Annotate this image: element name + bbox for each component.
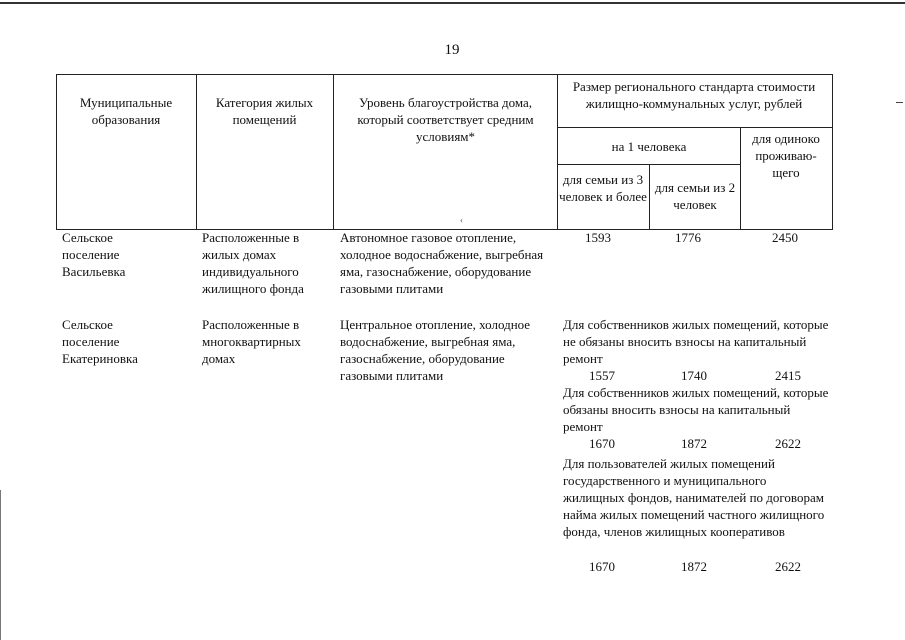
row1-value-family3: 1593: [585, 230, 611, 245]
row1-value-family2: 1776: [675, 230, 701, 245]
row1-level: Автономное газовое отопление, холодное водоснабжение, выгребная яма, газоснабжение, оборудование газовыми плитами: [340, 230, 544, 296]
header-divider: [196, 74, 197, 230]
row2-g3-single: 2622: [775, 559, 801, 574]
row2-municipality: Сельское поселение Екатериновка: [62, 317, 138, 366]
row2-category: Расположенные в многоквартирных домах: [202, 317, 301, 366]
row2-level: Центральное отопление, холодное водоснабжение, выгребная яма, газоснабжение, оборудование газовыми плитами: [340, 317, 531, 383]
row2-note-1: Для собственников жилых помещений, которые не обязаны вносить взносы на капитальный ремонт: [563, 317, 829, 366]
row1-category: Расположенные в жилых домах индивидуального жилищного фонда: [202, 230, 304, 296]
row2-note-3: Для пользователей жилых помещений государственного и муниципального жилищных фондов, нанимателей по договорам найма жилых помещений частного жилищного фонда, членов жилищных кооперативов: [563, 456, 825, 539]
row2-g2-family3: 1670: [589, 436, 615, 451]
page-number: 19: [444, 42, 460, 58]
left-scan-edge: [0, 490, 1, 640]
header-municipality: Муниципальные образования: [79, 95, 173, 127]
header-per-person: на 1 человека: [611, 139, 687, 154]
row2-g2-family2: 1872: [681, 436, 707, 451]
row2-g3-family2: 1872: [681, 559, 707, 574]
header-divider: [740, 127, 741, 230]
margin-dash: [896, 102, 903, 103]
row2-g1-family2: 1740: [681, 368, 707, 383]
header-category: Категория жилых помещений: [215, 95, 314, 127]
row1-value-single: 2450: [772, 230, 798, 245]
header-family3: для семьи из 3 человек и более: [559, 172, 647, 204]
row2-g3-family3: 1670: [589, 559, 615, 574]
scan-mark: ‹: [460, 215, 463, 225]
header-divider: [333, 74, 334, 230]
header-divider: [557, 74, 558, 230]
header-level: Уровень благоустройства дома, который соответствует средним условиям*: [357, 95, 534, 144]
row2-note-2: Для собственников жилых помещений, которые обязаны вносить взносы на капитальный ремонт: [563, 385, 829, 434]
row2-g1-family3: 1557: [589, 368, 615, 383]
header-divider: [649, 164, 650, 230]
header-divider: [557, 127, 832, 128]
row2-g1-single: 2415: [775, 368, 801, 383]
row1-municipality: Сельское поселение Васильевка: [62, 230, 126, 279]
row2-g2-single: 2622: [775, 436, 801, 451]
header-standard-size: Размер регионального стандарта стоимости жилищно-коммунальных услуг, рублей: [572, 79, 816, 111]
header-single: для одиноко проживаю-щего: [752, 131, 820, 180]
top-border-line: [0, 2, 905, 4]
header-family2: для семьи из 2 человек: [654, 180, 736, 212]
